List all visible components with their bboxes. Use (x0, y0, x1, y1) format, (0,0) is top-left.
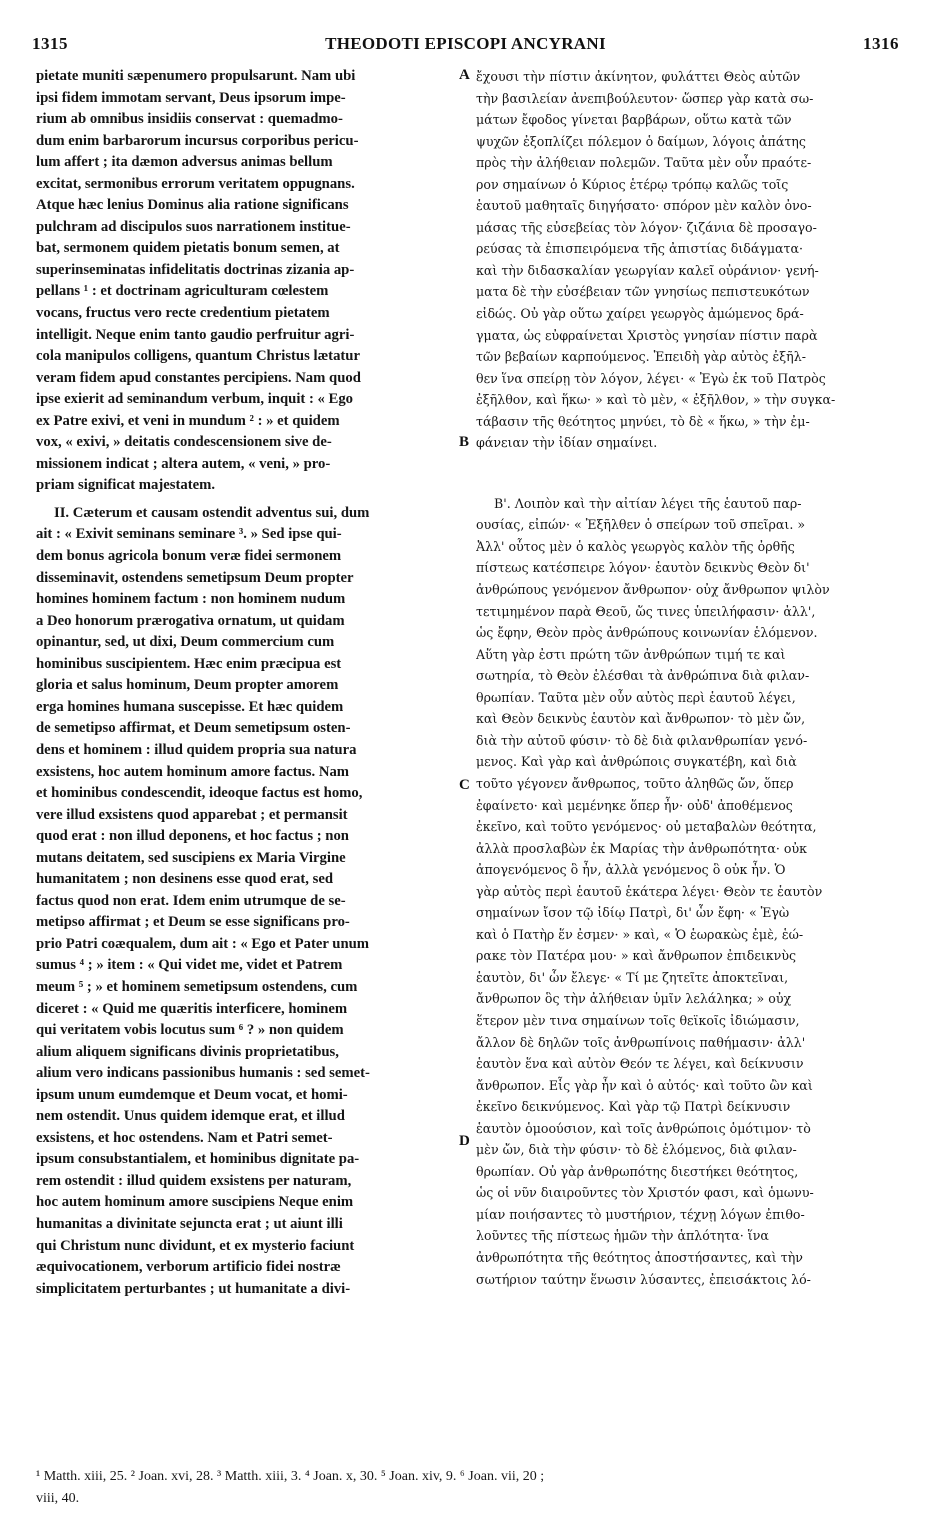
text-line: humanitatem ; non desinens esse quod erat, sed (36, 871, 334, 888)
text-line: καὶ τὴν διδασκαλίαν γεωργίαν καλεῖ οὐράνιον· γενή- (476, 262, 819, 278)
text-line: mutans deitatem, sed suscipiens ex Maria Virgine (36, 849, 346, 866)
text-line: vere illud exsistens quod apparebat ; et permansit (36, 806, 348, 823)
text-line: ipse exierit ad seminandum verbum, inquit : « Ego (36, 391, 354, 408)
text-line: ipsi fidem immotam servant, Deus ipsorum impe- (36, 89, 346, 106)
text-line: ἐφαίνετο· καὶ μεμένηκε ὅπερ ἦν· οὐδ' ἀποθέμενος (476, 797, 793, 813)
text-line: γματα, ὡς εὐφραίνεται Χριστὸς γνησίαν πίστιν παρὰ (476, 327, 818, 343)
text-line: σωτήριον ταύτην ἕνωσιν λύσαντες, ἐπεισάκτοις λό- (476, 1271, 811, 1287)
text-line: intelligit. Neque enim tanto gaudio perfruitur agri- (36, 326, 355, 343)
greek-column (476, 66, 896, 1290)
text-line: humanitas a divinitate sejuncta erat ; ut aiunt illi (36, 1215, 343, 1232)
text-line: γὰρ αὐτὸς περὶ ἑαυτοῦ ἑκάτερα λέγει· Θεὸν τε ἑαυτὸν (476, 883, 823, 899)
text-line: qui Christum nunc dividunt, et ex mysterio faciunt (36, 1237, 355, 1254)
text-line: et hominibus condescendit, ideoque factus est homo, (36, 785, 363, 802)
text-line: μάσας τῆς εὐσεβείας τὸν λόγον· ζιζάνια δὲ προσαγο- (476, 219, 817, 235)
running-header (32, 34, 899, 60)
text-line: ἀνθρώπους γενόμενον ἄνθρωπον· οὐχ ἄνθρωπον ψιλὸν (476, 582, 830, 598)
text-line: æquivocationem, verborum artificio fidei nostræ (36, 1259, 341, 1276)
text-line: dum enim barbarorum incursus corporibus pericu- (36, 132, 359, 149)
text-line: meum ⁵ ; » et hominem semetipsum ostendens, cum (36, 978, 358, 995)
text-line: diceret : « Quid me quæritis interficere, hominem (36, 1000, 348, 1017)
text-line: Αὕτη γὰρ ἐστι πρώτη τῶν ἀνθρώπων τιμή τε καὶ (476, 646, 786, 662)
text-line: Atque hæc lenius Dominus alia ratione significans (36, 197, 349, 214)
text-line: homines hominem factum : non hominem nudum (36, 591, 346, 608)
text-line: ex Patre exivi, et veni in mundum ² : » et quidem (36, 412, 340, 429)
text-line: σωτηρία, τὸ Θεὸν ἑλέσθαι τὰ ἀνθρώπινα διὰ φιλαν- (476, 668, 810, 684)
text-line: ipsum unum eumdemque et Deum vocat, et homi- (36, 1086, 348, 1103)
text-line: erga homines humana suscepisse. Et hæc quidem (36, 698, 344, 715)
text-line: ρεύσας τὰ ἐπισπειρόμενα τῆς ἀπιστίας διδάγματα· (476, 241, 804, 257)
text-line: lum affert ; ita dæmon adversus animas bellum (36, 154, 333, 171)
text-line: simplicitatem perturbantes ; ut humanitate a divi- (36, 1280, 351, 1297)
margin-marker-b: B (459, 434, 470, 450)
text-line: ὡς ἔφην, Θεὸν πρὸς ἀνθρώπους κοινωνίαν ἑλόμενον. (476, 625, 818, 641)
margin-marker-a: A (459, 67, 470, 83)
text-line: ἄνθρωπον. Εἷς γὰρ ἦν καὶ ὁ αὐτός· καὶ τοῦτο ὢν καὶ (476, 1077, 813, 1093)
text-line: rium ab omnibus insidiis conservat : quemadmo- (36, 111, 343, 128)
text-line: θρωπίαν. Ταῦτα μὲν οὖν αὐτὸς περὶ ἑαυτοῦ λέγει, (476, 689, 796, 705)
text-line: excitat, sermonibus errorum veritatem oppugnans. (36, 175, 355, 192)
text-line: priam significat majestatem. (36, 477, 216, 494)
text-line: Ἀλλ' οὗτος μὲν ὁ καλὸς γεωργὸς καλὸν τῆς ὀρθῆς (476, 538, 795, 554)
text-line: μὲν ὤν, διὰ τὴν φύσιν· τὸ δὲ ἑλόμενος, διὰ φιλαν- (476, 1142, 797, 1158)
running-title: THEODOTI EPISCOPI ANCYRANI (325, 34, 606, 53)
text-line: ρον σημαίνων ὁ Κύριος ἑτέρῳ τρόπῳ καλῶς τοῖς (476, 176, 789, 192)
text-line: pellans ¹ : et doctrinam agriculturam cœlestem (36, 283, 329, 300)
text-line: καὶ ὁ Πατὴρ ἕν ἐσμεν· » καὶ, « Ὁ ἑωρακὼς ἐμὲ, ἑώ- (476, 926, 804, 942)
text-line: qui veritatem vobis locutus sum ⁶ ? » non quidem (36, 1022, 344, 1039)
text-line: ρακε τὸν Πατέρα μου· » καὶ ἄνθρωπον ἐπιδεικνὺς (476, 948, 797, 964)
text-line: bat, sermonem quidem pietatis bonum semen, at (36, 240, 340, 257)
text-line: ἐκεῖνο δεικνύμενος. Καὶ γὰρ τῷ Πατρὶ δείκνυσιν (476, 1099, 791, 1115)
text-line: ματα δὲ τὴν εὐσέβειαν τῶν γνησίως πεπιστευκότων (476, 284, 810, 300)
text-line: σημαίνων ἴσον τῷ ἰδίῳ Πατρὶ, δι' ὧν ἔφη· « Ἐγὼ (476, 905, 790, 921)
text-line: dens et hominem : illud quidem propria sua natura (36, 741, 357, 758)
text-line: ἐξῆλθον, καὶ ἥκω· » καὶ τὸ μὲν, « ἐξῆλθον, » τὴν συγκα- (476, 392, 836, 408)
text-line: θεν ἵνα σπείρῃ τὸν λόγον, λέγει· « Ἐγὼ ἐκ τοῦ Πατρὸς (476, 370, 826, 386)
text-line: prio Patri coæqualem, dum ait : « Ego et Pater unum (36, 935, 370, 952)
text-line: πρὸς τὴν ἀλήθειαν πολεμῶν. Ταῦτα μὲν οὖν πραότε- (476, 155, 812, 171)
text-line: sumus ⁴ ; » item : « Qui videt me, videt et Patrem (36, 957, 343, 974)
text-line: exsistens, hoc autem hominum amore factus. Nam (36, 763, 350, 780)
text-line: opinantur, sed, ut dixi, Deum commercium cum (36, 634, 335, 651)
footnote-line: ¹ Matth. xiii, 25. ² Joan. xvi, 28. ³ Matth. xiii, 3. ⁴ Joan. x, 30. ⁵ Joan. xiv, 9. ⁶ Joan. vii, 20 ; (36, 1469, 545, 1484)
text-line: quod erat : non illud deponens, et hoc factus ; non (36, 828, 349, 845)
text-line: διὰ τὴν αὐτοῦ φύσιν· τὸ δὲ διὰ φιλανθρωπίαν γενό- (476, 732, 808, 748)
text-line: rem ostendit : illud quidem exsistens per naturam, (36, 1172, 352, 1189)
text-line: τῶν βεβαίων καρπούμενος. Ἐπειδὴ γὰρ αὐτὸς ἐξῆλ- (476, 349, 806, 365)
text-line: ἀπογενόμενος ὃ ἦν, ἀλλὰ γενόμενος ὃ οὐκ ἦν. Ὁ (476, 862, 786, 878)
text-line: τὴν βασιλείαν ἀνεπιβούλευτον· ὥσπερ γὰρ κατὰ σω- (476, 90, 814, 106)
text-line: ἑαυτὸν, δι' ὧν ἔλεγε· « Τί με ζητεῖτε ἀποκτεῖναι, (476, 969, 789, 985)
text-line: εἰδώς. Οὐ γὰρ οὕτω χαίρει γεωργὸς ἀμώμενος δρά- (476, 306, 804, 322)
text-line: ἑαυτὸν ὁμοούσιον, καὶ τοῖς ἀνθρώποις ὁμότιμον· τὸ (476, 1120, 811, 1136)
text-line: alium vero indicans passionibus humanis : sed semet- (36, 1065, 370, 1082)
text-line: ἕτερον μὲν τινα σημαίνων τοῖς θεϊκοῖς ἰδιώμασιν, (476, 1012, 800, 1028)
text-line: vocans, fructus vero recte credentium pietatem (36, 305, 330, 322)
latin-column (36, 66, 456, 1300)
text-line: ipsum consubstantialem, et hominibus dignitate pa- (36, 1151, 360, 1168)
text-line: disseminavit, ostendens semetipsum Deum propter (36, 569, 354, 586)
text-line: vox, « exivi, » deitatis condescensionem sive de- (36, 434, 332, 451)
text-line: ait : « Exivit seminans seminare ³. » Sed ipse qui- (36, 526, 342, 543)
text-line: μίαν ποιήσαντες τὸ μυστήριον, τέχνῃ λόγων ἐπιθο- (476, 1206, 805, 1222)
text-line: factus quod non erat. Idem enim utrumque de se- (36, 892, 346, 909)
page-number-left: 1315 (32, 34, 68, 53)
text-line: μάτων ἔφοδος γίνεται βαρβάρων, οὕτω κατὰ τῶν (476, 112, 792, 128)
paragraph-gap (476, 454, 896, 493)
text-line: Β'. Λοιπὸν καὶ τὴν αἰτίαν λέγει τῆς ἑαυτοῦ παρ- (494, 495, 802, 511)
text-line: τοῦτο γέγονεν ἄνθρωπος, τοῦτο ἀληθῶς ὤν, ὅπερ (476, 775, 794, 791)
text-line: a Deo honorum prærogativa ornatum, ut quidam (36, 612, 345, 629)
text-line: pietate muniti sæpenumero propulsarunt. Nam ubi (36, 68, 356, 84)
text-line: φάνειαν τὴν ἰδίαν σημαίνει. (476, 435, 658, 451)
text-line: alium aliquem significans divinis proprietatibus, (36, 1043, 339, 1060)
text-line: exsistens, et hoc ostendens. Nam et Patri semet- (36, 1129, 333, 1146)
text-line: ἐκεῖνο, καὶ τοῦτο γενόμενος· οὐ μεταβαλὼν θεότητα, (476, 819, 817, 835)
text-line: de semetipso affirmat, et Deum semetipsum osten- (36, 720, 351, 737)
text-line: gloria et salus hominum, Deum propter amorem (36, 677, 339, 694)
text-line: hoc autem hominum amore suscipiens Neque enim (36, 1194, 354, 1211)
text-line: cola manipulos colligens, quantum Christus lætatur (36, 348, 360, 365)
text-line: ἄλλον δὲ δηλῶν τοῖς ἀνθρωπίνοις παθήμασιν· ἀλλ' (476, 1034, 806, 1050)
text-line: καὶ Θεὸν δεικνὺς ἑαυτὸν καὶ ἄνθρωπον· τὸ μὲν ὤν, (476, 711, 806, 727)
text-line: hominibus suscipientem. Hæc enim præcipua est (36, 655, 342, 672)
text-line: superinseminatas infidelitatis doctrinas zizania ap- (36, 261, 355, 278)
text-line: ἔχουσι τὴν πίστιν ἀκίνητον, φυλάττει Θεὸς αὐτῶν (476, 69, 801, 84)
text-line: ἄνθρωπον ὃς τὴν ἀλήθειαν ὑμῖν λελάληκα; » οὐχ (476, 991, 792, 1007)
text-line: ἑαυτὸν ἕνα καὶ αὐτὸν Θεόν τε λέγει, καὶ δείκνυσιν (476, 1056, 804, 1072)
text-line: λοῦντες τῆς πίστεως ἡμῶν τὴν ἁπλότητα· ἵνα (476, 1228, 769, 1244)
text-line: pulchram ad discipulos suos narrationem institue- (36, 218, 351, 235)
text-line: ἀνθρωπότητα τῆς θεότητος ἀποστήσαντες, καὶ τὴν (476, 1249, 803, 1265)
text-line: ψυχῶν ἐξοπλίζει πόλεμον ὁ δαίμων, λόγοις ἀπάτης (476, 133, 806, 149)
text-line: metipso affirmat ; et Deum se esse significans pro- (36, 914, 350, 931)
text-line: veram fidem apud constantes percipiens. Nam quod (36, 369, 361, 386)
text-line: ἑαυτοῦ μαθηταῖς διηγήσατο· σπόρον μὲν καλὸν ὀνο- (476, 198, 812, 214)
text-line: ὡς οἱ νῦν διαιροῦντες τὸν Χριστόν φασι, καὶ ὁμωνυ- (476, 1185, 814, 1201)
margin-marker-d: D (459, 1133, 470, 1149)
text-line: τάβασιν τῆς θεότητος μηνύει, τὸ δὲ « ἥκω, » τὴν ἐμ- (476, 413, 810, 429)
margin-marker-c: C (459, 777, 470, 793)
text-line: dem bonus agricola bonum veræ fidei sermonem (36, 548, 342, 565)
text-line: nem ostendit. Unus quidem idemque erat, et illud (36, 1108, 345, 1125)
footnote-line: viii, 40. (36, 1491, 80, 1506)
text-line: μενος. Καὶ γὰρ καὶ ἀνθρώποις συγκατέβη, καὶ διὰ (476, 754, 797, 770)
text-line: missionem indicat ; altera autem, « veni, » pro- (36, 455, 331, 472)
text-line: πίστεως κατέσπειρε λόγον· ἑαυτὸν δεικνὺς Θεὸν δι' (476, 560, 810, 576)
page-number-right: 1316 (863, 34, 899, 53)
footnotes (36, 1466, 896, 1510)
text-line: ἀλλὰ προσλαβὼν ἐκ Μαρίας τὴν ἀνθρωπότητα· οὐκ (476, 840, 808, 856)
text-line: ουσίας, εἰπών· « Ἐξῆλθεν ὁ σπείρων τοῦ σπεῖραι. » (476, 517, 806, 533)
text-line: τετιμημένον παρὰ Θεοῦ, ὥς τινες ὑπειλήφασιν· ἀλλ', (476, 603, 816, 619)
text-line: II. Cæterum et causam ostendit adventus sui, dum (54, 504, 370, 521)
text-line: θρωπίαν. Οὐ γὰρ ἀνθρωπότης διεστήκει θεότητος, (476, 1163, 799, 1179)
